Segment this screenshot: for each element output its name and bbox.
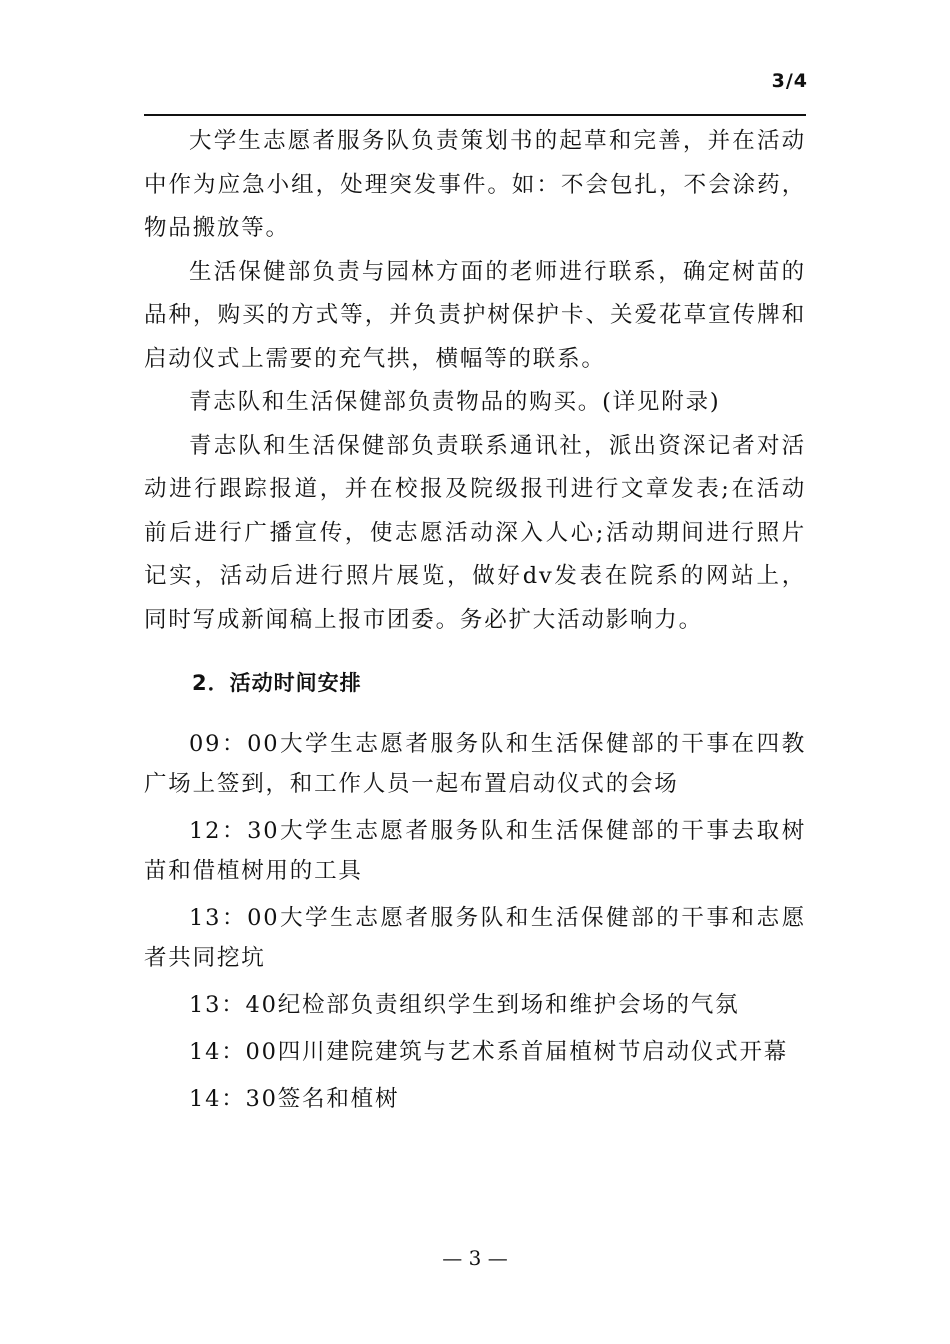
document-body	[144, 120, 806, 1126]
page-counter: 3/4	[771, 70, 808, 92]
header-rule	[144, 114, 806, 116]
section-heading: 2．活动时间安排	[192, 671, 362, 695]
paragraph-purchasing: 青志队和生活保健部负责物品的购买。(详见附录)	[189, 389, 721, 415]
schedule-item: 14：00四川建院建筑与艺术系首届植树节启动仪式开幕	[189, 1038, 789, 1065]
schedule-item: 09：00大学生志愿者服务队和生活保健部的干事在四教广场上签到，和工作人员一起布置启动仪式的会场	[144, 730, 806, 797]
schedule-item: 13：40纪检部负责组织学生到场和维护会场的气氛	[189, 991, 740, 1018]
paragraph-health-dept: 生活保健部负责与园林方面的老师进行联系，确定树苗的品种，购买的方式等，并负责护树保护卡、关爱花草宣传牌和启动仪式上需要的充气拱，横幅等的联系。	[144, 258, 806, 372]
footer-page-number: — 3 —	[442, 1246, 508, 1270]
paragraph-publicity: 青志队和生活保健部负责联系通讯社，派出资深记者对活动进行跟踪报道，并在校报及院级报刊进行文章发表;在活动前后进行广播宣传，使志愿活动深入人心;活动期间进行照片记实，活动后进行照片展览，做好dv发表在院系的网站上，同时写成新闻稿上报市团委。务必扩大活动影响力。	[144, 432, 806, 633]
schedule-item: 13：00大学生志愿者服务队和生活保健部的干事和志愿者共同挖坑	[144, 904, 806, 971]
paragraph-volunteer-team: 大学生志愿者服务队负责策划书的起草和完善，并在活动中作为应急小组，处理突发事件。如：不会包扎，不会涂药，物品搬放等。	[144, 128, 806, 241]
schedule-item: 12：30大学生志愿者服务队和生活保健部的干事去取树苗和借植树用的工具	[144, 817, 806, 884]
schedule-item: 14：30签名和植树	[189, 1085, 400, 1112]
